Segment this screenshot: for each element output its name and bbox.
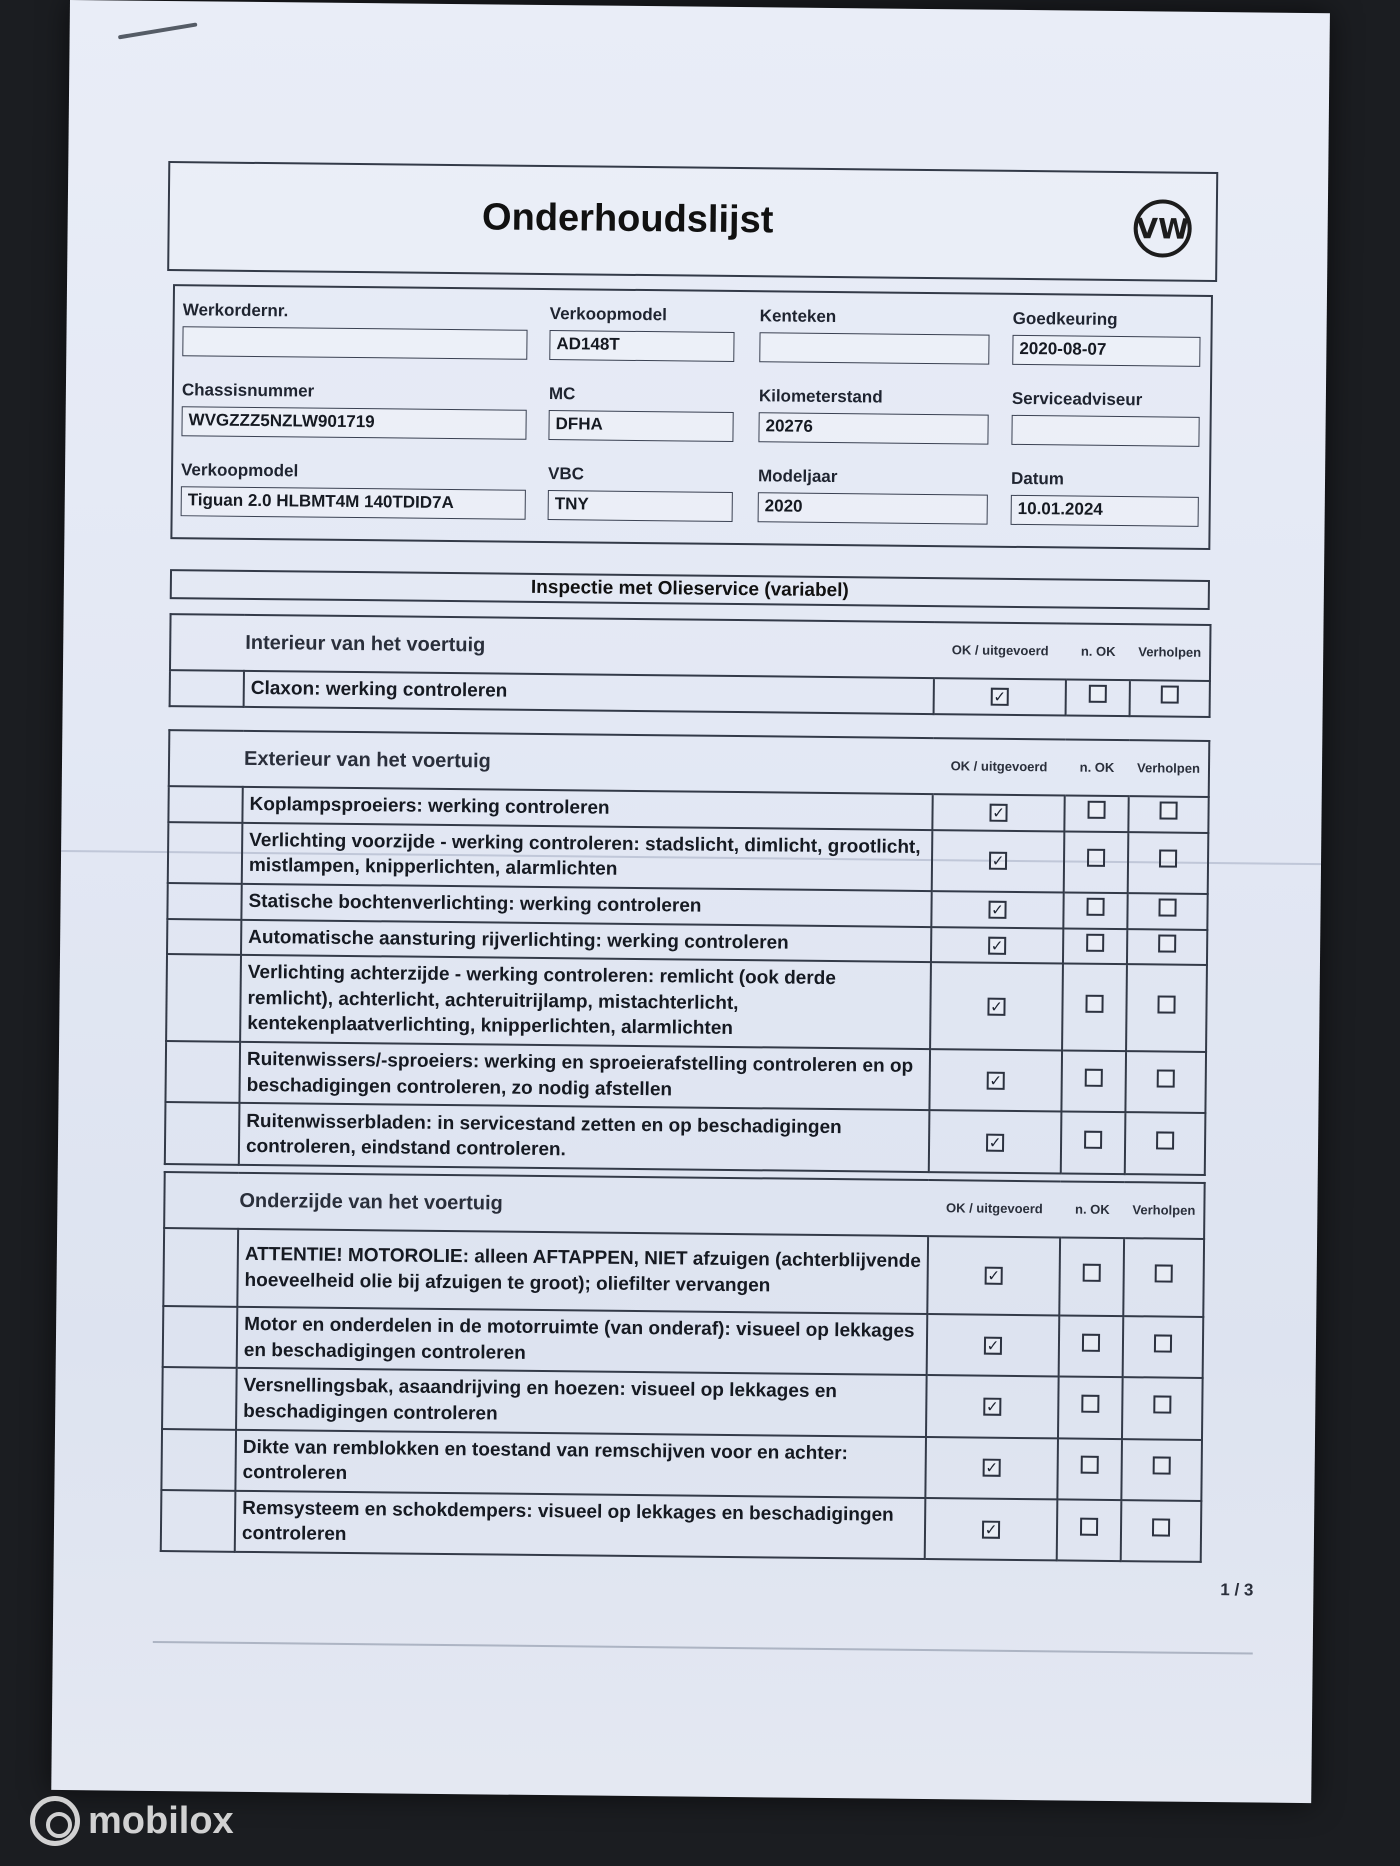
section-interieur [169,613,1212,718]
checklist-row [161,1490,1202,1562]
checklist-item-text: Motor en onderdelen in de motorruimte (van onderaf): visueel op lekkages en beschadigingen controleren [237,1307,928,1376]
checkbox-cell [1123,1316,1204,1378]
row-margin-cell [165,1102,240,1165]
not-ok-checkbox[interactable] [1086,933,1104,951]
row-margin-cell [168,822,243,884]
field-value [1011,415,1199,447]
checklist-item-text: Claxon: werking controleren [244,671,934,714]
ok-checkbox[interactable]: ✓ [989,804,1007,822]
ok-checkbox[interactable]: ✓ [987,1072,1005,1090]
checkbox-cell [1127,893,1207,929]
field-kenteken: Kenteken [759,306,990,364]
ok-checkbox[interactable]: ✓ [987,998,1005,1016]
checkbox-cell [1061,1112,1126,1175]
field-value: TNY [548,490,733,522]
checkbox-cell [1057,1499,1122,1561]
field-value: DFHA [548,410,733,442]
checklist-row [165,1041,1206,1113]
row-margin-cell [162,1367,237,1429]
watermark-text: mobilox [88,1799,234,1842]
checkbox-cell [1061,1051,1126,1113]
checklist-row [163,1228,1204,1317]
column-not-ok-header: n. OK [1065,739,1130,796]
section-title: Onderzijde van het voertuig [164,1172,929,1236]
checkbox-cell [927,1314,1060,1377]
field-goedkeuring: Goedkeuring 2020-08-07 [1012,309,1201,367]
field-value: 10.01.2024 [1011,495,1199,527]
not-ok-checkbox[interactable] [1087,801,1105,819]
field-datum: Datum 10.01.2024 [1011,469,1200,527]
ok-checkbox[interactable]: ✓ [988,936,1006,954]
checkbox-cell [927,1236,1060,1315]
ok-checkbox[interactable]: ✓ [986,1133,1004,1151]
fixed-checkbox[interactable] [1158,898,1176,916]
fixed-checkbox[interactable] [1159,850,1177,868]
fixed-checkbox[interactable] [1159,801,1177,819]
not-ok-checkbox[interactable] [1085,1069,1103,1087]
checklist-item-text: ATTENTIE! MOTOROLIE: alleen AFTAPPEN, NIET afzuigen (achterblijvende hoeveelheid olie bij afzuigen te groot); oliefilter vervangen [237,1229,928,1314]
row-margin-cell [168,786,242,822]
vw-logo-icon: VW [1133,199,1192,258]
field-mc: MC DFHA [548,384,734,442]
vehicle-info-box [170,284,1213,550]
field-kilometerstand: Kilometerstand 20276 [758,386,989,444]
checklist-item-text: Ruitenwissers/-sproeiers: werking en sproeierafstelling controleren en op beschadigingen controleren, zo nodig afstellen [239,1042,930,1111]
checkbox-cell [934,678,1066,715]
fixed-checkbox[interactable] [1155,1265,1173,1283]
checkbox-cell [1122,1377,1203,1439]
field-value: AD148T [549,330,734,362]
row-margin-cell [167,919,241,955]
divider [153,1641,1253,1654]
checklist-item-text: Ruitenwisserbladen: in servicestand zetten en op beschadigingen controleren, eindstand controleren. [239,1103,930,1172]
checklist-row [166,954,1207,1052]
field-value [182,326,527,360]
checkbox-cell [1127,929,1207,965]
section-onderzijde [160,1171,1206,1563]
ok-checkbox[interactable]: ✓ [988,901,1006,919]
checkbox-cell [1066,679,1130,715]
checklist-row [161,1429,1202,1501]
column-fixed-header: Verholpen [1129,740,1210,797]
not-ok-checkbox[interactable] [1082,1333,1100,1351]
field-vbc: VBC TNY [548,464,734,522]
checkbox-cell [1121,1439,1202,1501]
section-title: Exterieur van het voertuig [169,730,934,794]
column-ok-header: OK / uitgevoerd [928,1180,1061,1237]
field-value: WVGZZZ5NZLW901719 [181,406,526,440]
column-ok-header: OK / uitgevoerd [933,738,1066,795]
checkbox-cell [1128,832,1209,894]
not-ok-checkbox[interactable] [1087,849,1105,867]
ok-checkbox[interactable]: ✓ [982,1520,1000,1538]
row-margin-cell [161,1490,236,1552]
checkbox-cell [1064,831,1129,893]
fixed-checkbox[interactable] [1154,1334,1172,1352]
checklist-item-text: Automatische aansturing rijverlichting: werking controleren [241,919,931,962]
fixed-checkbox[interactable] [1161,685,1179,703]
inspection-banner: Inspectie met Olieservice (variabel) [170,569,1210,610]
fixed-checkbox[interactable] [1157,995,1175,1013]
checkbox-cell [932,794,1064,831]
field-value: 20276 [758,412,988,444]
field-modeljaar: Modeljaar 2020 [758,466,989,524]
checklist-item-text: Versnellingsbak, asaandrijving en hoezen: visueel op lekkages en beschadigingen controleren [236,1368,927,1437]
checkbox-cell [925,1437,1058,1500]
not-ok-checkbox[interactable] [1089,685,1107,703]
staple [118,22,198,39]
fixed-checkbox[interactable] [1152,1518,1170,1536]
checkbox-cell [1128,796,1208,832]
ok-checkbox[interactable]: ✓ [983,1459,1001,1477]
checkbox-cell [1130,680,1210,716]
checkbox-cell [931,891,1063,928]
document-sheet [51,0,1330,1803]
column-fixed-header: Verholpen [1130,624,1211,681]
checkbox-cell [932,830,1065,893]
checkbox-cell [929,1110,1062,1173]
column-fixed-header: Verholpen [1124,1182,1205,1239]
not-ok-checkbox[interactable] [1086,898,1104,916]
checkbox-cell [1059,1237,1124,1316]
checklist-item-text: Verlichting voorzijde - werking controleren: stadslicht, dimlicht, grootlicht, mistlampen, knipperlichten, alarmlichten [242,822,933,891]
row-margin-cell [163,1228,238,1307]
row-margin-cell [167,883,241,919]
checkbox-cell [1125,1051,1206,1113]
fixed-checkbox[interactable] [1153,1457,1171,1475]
ok-checkbox[interactable]: ✓ [984,1336,1002,1354]
ok-checkbox[interactable]: ✓ [989,852,1007,870]
not-ok-checkbox[interactable] [1084,1130,1102,1148]
field-value: 2020 [758,492,988,524]
checklist-item-text: Remsysteem en schokdempers: visueel op lekkages en beschadigingen controleren [235,1491,926,1560]
ok-checkbox[interactable]: ✓ [991,688,1009,706]
checkbox-cell [1058,1377,1123,1439]
checklist-item-text: Dikte van remblokken en toestand van remschijven voor en achter: controleren [235,1429,926,1498]
column-not-ok-header: n. OK [1066,623,1131,680]
checkbox-cell [930,962,1063,1050]
not-ok-checkbox[interactable] [1083,1264,1101,1282]
document-title: Onderhoudslijst [481,196,774,242]
watermark [30,1796,234,1846]
field-value: 2020-08-07 [1012,335,1200,367]
section-title: Interieur van het voertuig [170,614,935,678]
checkbox-cell [1064,795,1128,831]
checkbox-cell [1062,964,1127,1052]
checkbox-cell [931,927,1063,964]
checklist-row [163,1306,1204,1378]
row-margin-cell [166,954,241,1042]
row-margin-cell [170,670,244,706]
not-ok-checkbox[interactable] [1081,1456,1099,1474]
row-margin-cell [165,1041,240,1103]
checkbox-cell [925,1498,1058,1561]
checkbox-cell [1125,1113,1206,1176]
checklist-item-text: Statische bochtenverlichting: werking controleren [241,884,931,927]
fixed-checkbox[interactable] [1158,934,1176,952]
checkbox-cell [926,1375,1059,1438]
field-chassisnummer: Chassisnummer WVGZZZ5NZLW901719 [181,380,527,440]
field-verkoopmodel: Verkoopmodel Tiguan 2.0 HLBMT4M 140TDID7A [181,460,527,520]
not-ok-checkbox[interactable] [1081,1395,1099,1413]
ok-checkbox[interactable]: ✓ [985,1267,1003,1285]
checklist-row [168,822,1209,894]
checkbox-cell [1057,1438,1122,1500]
not-ok-checkbox[interactable] [1085,995,1103,1013]
page-number: 1 / 3 [1220,1580,1254,1600]
checkbox-cell [1059,1315,1124,1377]
checkbox-cell [1121,1500,1202,1562]
checkbox-cell [1063,892,1127,928]
section-exterieur [164,729,1211,1176]
checklist-row [165,1102,1206,1175]
column-not-ok-header: n. OK [1060,1181,1125,1238]
checklist-row [162,1367,1203,1439]
checkbox-cell [1123,1238,1204,1317]
document-header [167,161,1218,282]
row-margin-cell [163,1306,238,1368]
checkbox-cell [1126,964,1207,1052]
fixed-checkbox[interactable] [1153,1396,1171,1414]
checkbox-cell [1063,928,1127,964]
checklist-item-text: Koplampsproeiers: werking controleren [242,787,932,830]
not-ok-checkbox[interactable] [1080,1517,1098,1535]
field-value: Tiguan 2.0 HLBMT4M 140TDID7A [181,486,526,520]
column-ok-header: OK / uitgevoerd [934,622,1067,679]
ok-checkbox[interactable]: ✓ [983,1398,1001,1416]
checklist-item-text: Verlichting achterzijde - werking controleren: remlicht (ook derde remlicht), achterlicht, achteruitrijlamp, mistachterlicht, kentekenplaatverlichting, knipperlichten, alarmlichten [240,955,931,1049]
field-serviceadviseur: Serviceadviseur [1011,389,1200,447]
checkbox-cell [929,1049,1062,1112]
field-value [759,332,989,364]
field-werkordernr: Werkordernr. [182,300,528,360]
field-verkoopmodel-code: Verkoopmodel AD148T [549,304,735,362]
fixed-checkbox[interactable] [1156,1131,1174,1149]
mobilox-logo-icon [30,1796,80,1846]
row-margin-cell [161,1429,236,1491]
fixed-checkbox[interactable] [1157,1069,1175,1087]
